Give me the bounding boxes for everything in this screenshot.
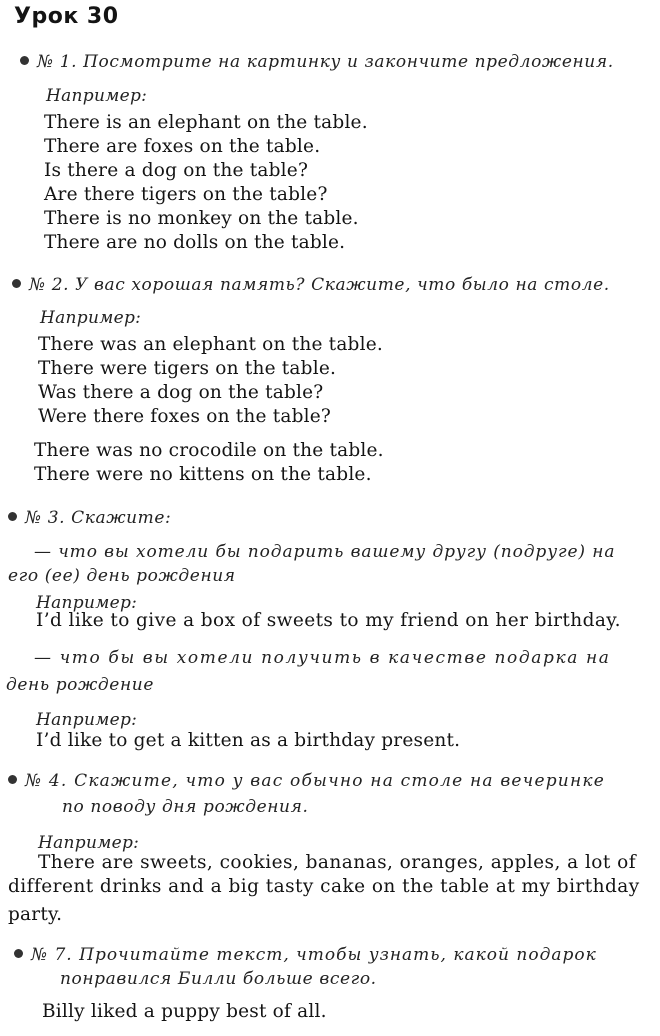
task-1-line: There is an elephant on the table. bbox=[44, 112, 368, 133]
task-4-example-label: Например: bbox=[38, 833, 140, 853]
task-1-line: There are no dolls on the table. bbox=[44, 232, 346, 253]
task-7-heading-cont: понравился Билли больше всего. bbox=[60, 969, 377, 989]
task-7-answer: Billy liked a puppy best of all. bbox=[42, 1001, 327, 1022]
task-2-line: There were tigers on the table. bbox=[38, 358, 337, 379]
bullet-icon bbox=[8, 775, 17, 784]
task-3-heading bbox=[8, 506, 171, 530]
task-3-example-label: Например: bbox=[36, 593, 138, 613]
bullet-icon bbox=[14, 949, 23, 958]
task-1-line: There are foxes on the table. bbox=[44, 136, 321, 157]
task-4-heading-text: № 4. Скажите, что у вас обычно на столе на вечеринке bbox=[25, 771, 605, 791]
task-4-answer-line: There are sweets, cookies, bananas, oranges, apples, a lot of bbox=[38, 852, 636, 873]
task-4-answer-line: party. bbox=[8, 904, 63, 925]
task-4-heading bbox=[8, 769, 605, 793]
task-1-heading bbox=[20, 50, 614, 74]
task-1-example-label: Например: bbox=[46, 86, 148, 106]
task-2-line: Were there foxes on the table? bbox=[38, 406, 332, 427]
task-3-question-2: — что бы вы хотели получить в качестве подарка на bbox=[34, 648, 611, 668]
task-2-line: There was no crocodile on the table. bbox=[34, 440, 384, 461]
task-2-line: There were no kittens on the table. bbox=[34, 464, 372, 485]
bullet-icon bbox=[20, 56, 29, 65]
bullet-icon bbox=[8, 512, 17, 521]
page-title: Урок 30 bbox=[14, 4, 119, 29]
task-7-heading-text: № 7. Прочитайте текст, чтобы узнать, какой подарок bbox=[31, 945, 597, 965]
task-3-heading-text: № 3. Скажите: bbox=[25, 508, 172, 528]
task-1-line: There is no monkey on the table. bbox=[44, 208, 359, 229]
task-1-heading-text: № 1. Посмотрите на картинку и закончите предложения. bbox=[37, 52, 614, 72]
task-2-line: There was an elephant on the table. bbox=[38, 334, 383, 355]
task-3-question-1: — что вы хотели бы подарить вашему другу (подруге) на bbox=[34, 542, 616, 562]
task-4-answer-line: different drinks and a big tasty cake on the table at my birthday bbox=[8, 876, 640, 897]
task-4-heading-cont: по поводу дня рождения. bbox=[62, 797, 309, 817]
task-2-heading-text: № 2. У вас хорошая память? Скажите, что было на столе. bbox=[29, 275, 610, 295]
task-7-heading bbox=[14, 943, 597, 967]
task-2-line: Was there a dog on the table? bbox=[38, 382, 324, 403]
bullet-icon bbox=[12, 279, 21, 288]
task-3-example-label-2: Например: bbox=[36, 710, 138, 730]
task-2-heading bbox=[12, 273, 610, 297]
task-3-question-2-cont: день рождение bbox=[6, 675, 154, 695]
task-3-question-1-cont: его (ее) день рождения bbox=[8, 566, 236, 586]
task-1-line: Are there tigers on the table? bbox=[44, 184, 328, 205]
task-3-answer-1: I’d like to give a box of sweets to my friend on her birthday. bbox=[36, 610, 621, 631]
task-3-answer-2: I’d like to get a kitten as a birthday present. bbox=[36, 730, 461, 751]
task-1-line: Is there a dog on the table? bbox=[44, 160, 309, 181]
task-2-example-label: Например: bbox=[40, 308, 142, 328]
